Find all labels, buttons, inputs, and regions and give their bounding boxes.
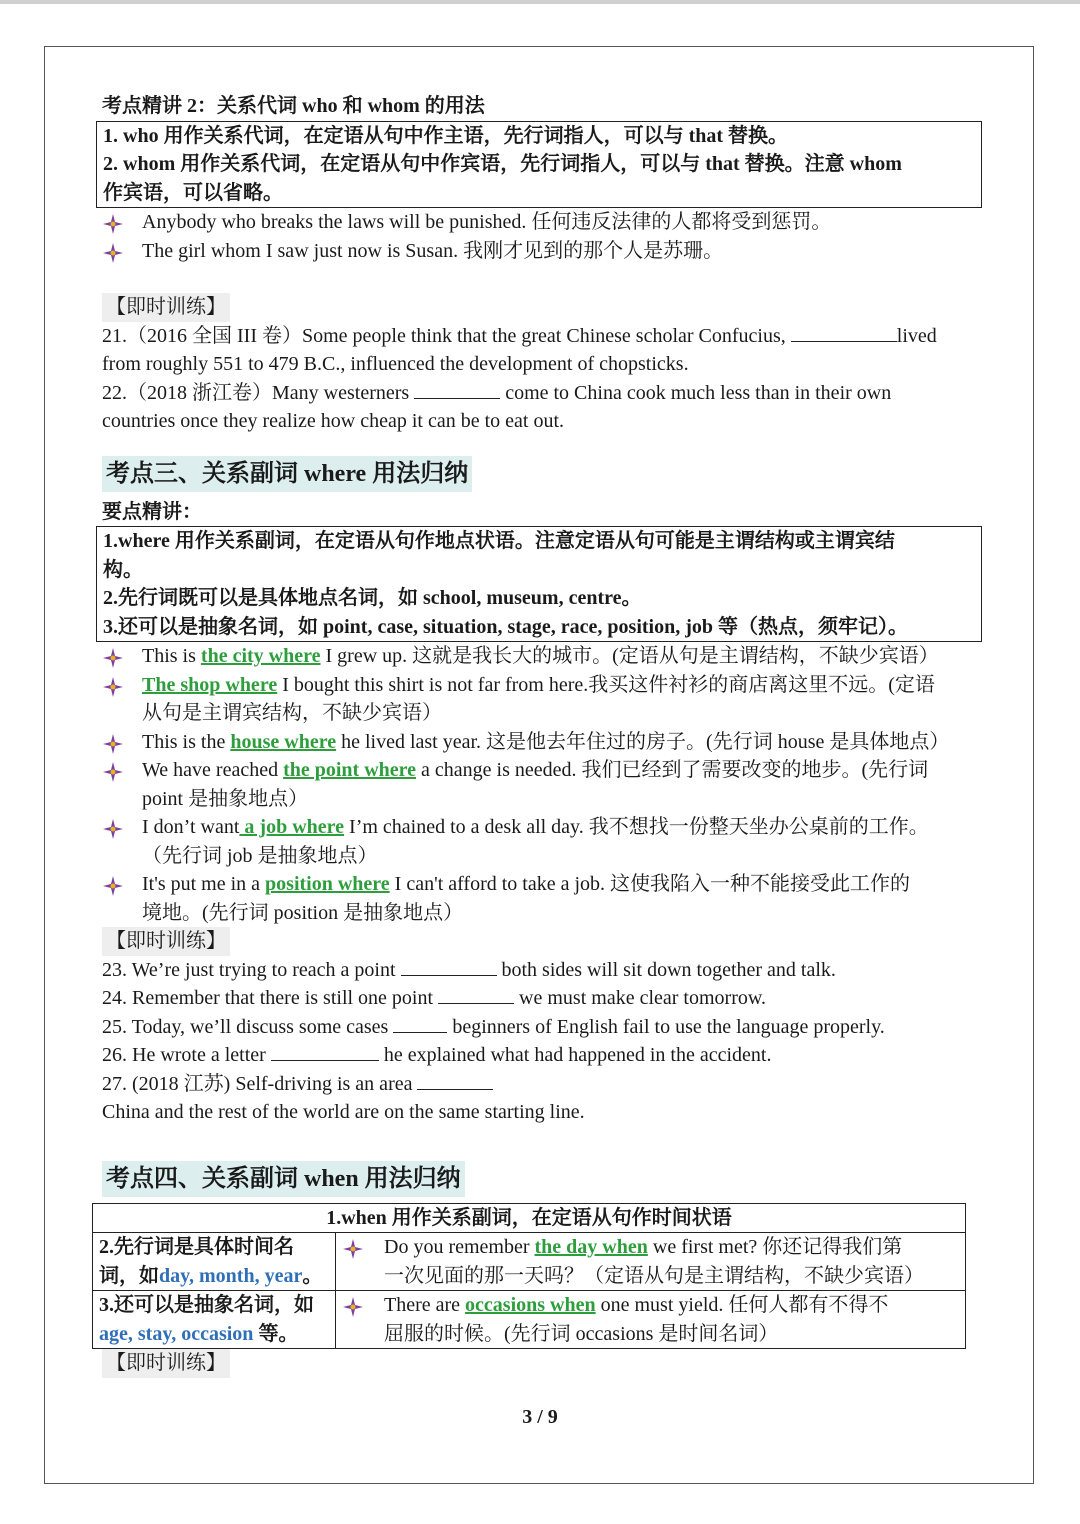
example-cont: （先行词 job 是抽象地点） — [142, 844, 378, 867]
highlight-phrase: the day when — [534, 1236, 648, 1258]
keyword-blue: day, month, year — [159, 1264, 303, 1287]
table-cell-left: 2.先行词是具体时间名 词，如day, month, year。 — [93, 1233, 336, 1291]
question-21: 21.（2016 全国 III 卷）Some people think that the great Chinese scholar Confucius, lived — [102, 324, 937, 347]
keyword-blue: age, stay, occasion — [99, 1322, 254, 1345]
page-title: 考点精讲 2：关系代词 who 和 whom 的用法 — [102, 95, 485, 117]
highlight-phrase: The shop where — [142, 673, 278, 696]
when-table — [92, 1203, 966, 1350]
example-item: The girl whom I saw just now is Susan. 我刚才见到的那个人是苏珊。 — [102, 237, 1012, 266]
question-25: 25. Today, we’ll discuss some cases beginners of English fail to use the language properly. — [102, 1015, 885, 1038]
highlight-phrase: the city where — [200, 645, 321, 667]
example-item: I don’t want a job where I’m chained to a desk all day. 我不想找一份整天坐办公桌前的工作。 — [102, 813, 1012, 842]
where-rule-box — [96, 526, 982, 642]
example-item: This is the house where he lived last year. 这是他去年住过的房子。(先行词 house 是具体地点） — [102, 728, 1012, 757]
table-cell-left: 3.还可以是抽象名词，如 age, stay, occasion 等。 — [93, 1291, 336, 1349]
bullet-cross-icon — [102, 213, 124, 235]
rule-line: 2. whom 用作关系代词，在定语从句中作宾语，先行词指人，可以与 that 替换。注意 whom — [103, 153, 902, 175]
question-27-cont: China and the rest of the world are on the same starting line. — [102, 1101, 585, 1123]
highlight-phrase: occasions when — [465, 1294, 596, 1316]
example-item: The shop where I bought this shirt is not far from here.我买这件衬衫的商店离这里不远。(定语 — [102, 671, 1012, 700]
top-rule — [0, 0, 1080, 4]
example-item: We have reached the point where a change is needed. 我们已经到了需要改变的地步。(先行词 — [102, 756, 1012, 785]
example-cont: 从句是主谓宾结构，不缺少宾语） — [142, 702, 442, 724]
section-4-heading: 考点四、关系副词 when 用法归纳 — [102, 1161, 465, 1197]
bullet-cross-icon — [102, 875, 124, 897]
table-cell-right: There are occasions when one must yield. 任何人都有不得不 屈服的时候。(先行词 occasions 是时间名词） — [336, 1291, 966, 1349]
question-22: 22.（2018 浙江卷）Many westerners come to China cook much less than in their own — [102, 381, 892, 404]
answer-blank — [271, 1042, 379, 1061]
question-27: 27. (2018 江苏) Self-driving is an area — [102, 1070, 1012, 1099]
rule-line: 1. who 用作关系代词，在定语从句中作主语，先行词指人，可以与 that 替换。 — [103, 124, 789, 147]
answer-blank — [417, 1071, 493, 1090]
section-3-heading: 考点三、关系副词 where 用法归纳 — [102, 456, 472, 492]
who-whom-rule-box — [96, 121, 982, 209]
question-21-cont: from roughly 551 to 479 B.C., influenced the development of chopsticks. — [102, 353, 689, 375]
bullet-cross-icon — [342, 1238, 364, 1260]
page-content — [99, 92, 1012, 1378]
rule-line: 2.先行词既可以是具体地点名词，如 school, museum, centre。 — [103, 587, 642, 609]
bullet-cross-icon — [342, 1296, 364, 1318]
section-3-subtitle: 要点精讲： — [102, 500, 202, 523]
rule-line: 1.where 用作关系副词，在定语从句作地点状语。注意定语从句可能是主谓结构或主谓宾结 — [103, 530, 895, 552]
bullet-cross-icon — [102, 818, 124, 840]
example-cont: point 是抽象地点） — [142, 787, 309, 810]
answer-blank — [438, 985, 514, 1004]
rule-line: 作宾语，可以省略。 — [103, 181, 283, 204]
question-23: 23. We’re just trying to reach a point both sides will sit down together and talk. — [102, 958, 836, 981]
bullet-cross-icon — [102, 733, 124, 755]
answer-blank — [393, 1014, 447, 1033]
practice-label: 【即时训练】 — [102, 1349, 230, 1378]
page-number: 3 / 9 — [522, 1406, 558, 1428]
highlight-phrase: the point where — [283, 759, 417, 781]
highlight-phrase: position where — [265, 873, 390, 895]
example-item: Anybody who breaks the laws will be punished. 任何违反法律的人都将受到惩罚。 — [102, 208, 1012, 237]
bullet-cross-icon — [102, 647, 124, 669]
highlight-phrase: house where — [230, 730, 337, 753]
rule-line: 构。 — [103, 558, 143, 581]
question-22-cont: countries once they realize how cheap it can be to eat out. — [102, 410, 565, 432]
example-cont: 境地。(先行词 position 是抽象地点） — [142, 901, 464, 924]
table-cell-right: Do you remember the day when we first met? 你还记得我们第 一次见面的那一天吗？（定语从句是主谓结构，不缺少宾语） — [336, 1233, 966, 1291]
answer-blank — [414, 380, 500, 399]
practice-label: 【即时训练】 — [102, 293, 230, 322]
highlight-phrase: a job where — [239, 816, 345, 838]
example-item: It's put me in a position where I can't afford to take a job. 这使我陷入一种不能接受此工作的 — [102, 870, 1012, 899]
question-24: 24. Remember that there is still one point we must make clear tomorrow. — [102, 987, 766, 1009]
bullet-cross-icon — [102, 676, 124, 698]
question-26: 26. He wrote a letter he explained what had happened in the accident. — [102, 1044, 772, 1066]
rule-line: 3.还可以是抽象名词，如 point, case, situation, stage, race, position, job 等（热点，须牢记）。 — [103, 615, 908, 638]
bullet-cross-icon — [102, 242, 124, 264]
example-item: This is the city where I grew up. 这就是我长大的城市。(定语从句是主谓结构，不缺少宾语） — [102, 642, 1012, 671]
answer-blank — [791, 323, 897, 342]
table-header: 1.when 用作关系副词，在定语从句作时间状语 — [93, 1203, 966, 1233]
practice-label: 【即时训练】 — [102, 927, 230, 956]
bullet-cross-icon — [102, 761, 124, 783]
answer-blank — [401, 957, 497, 976]
